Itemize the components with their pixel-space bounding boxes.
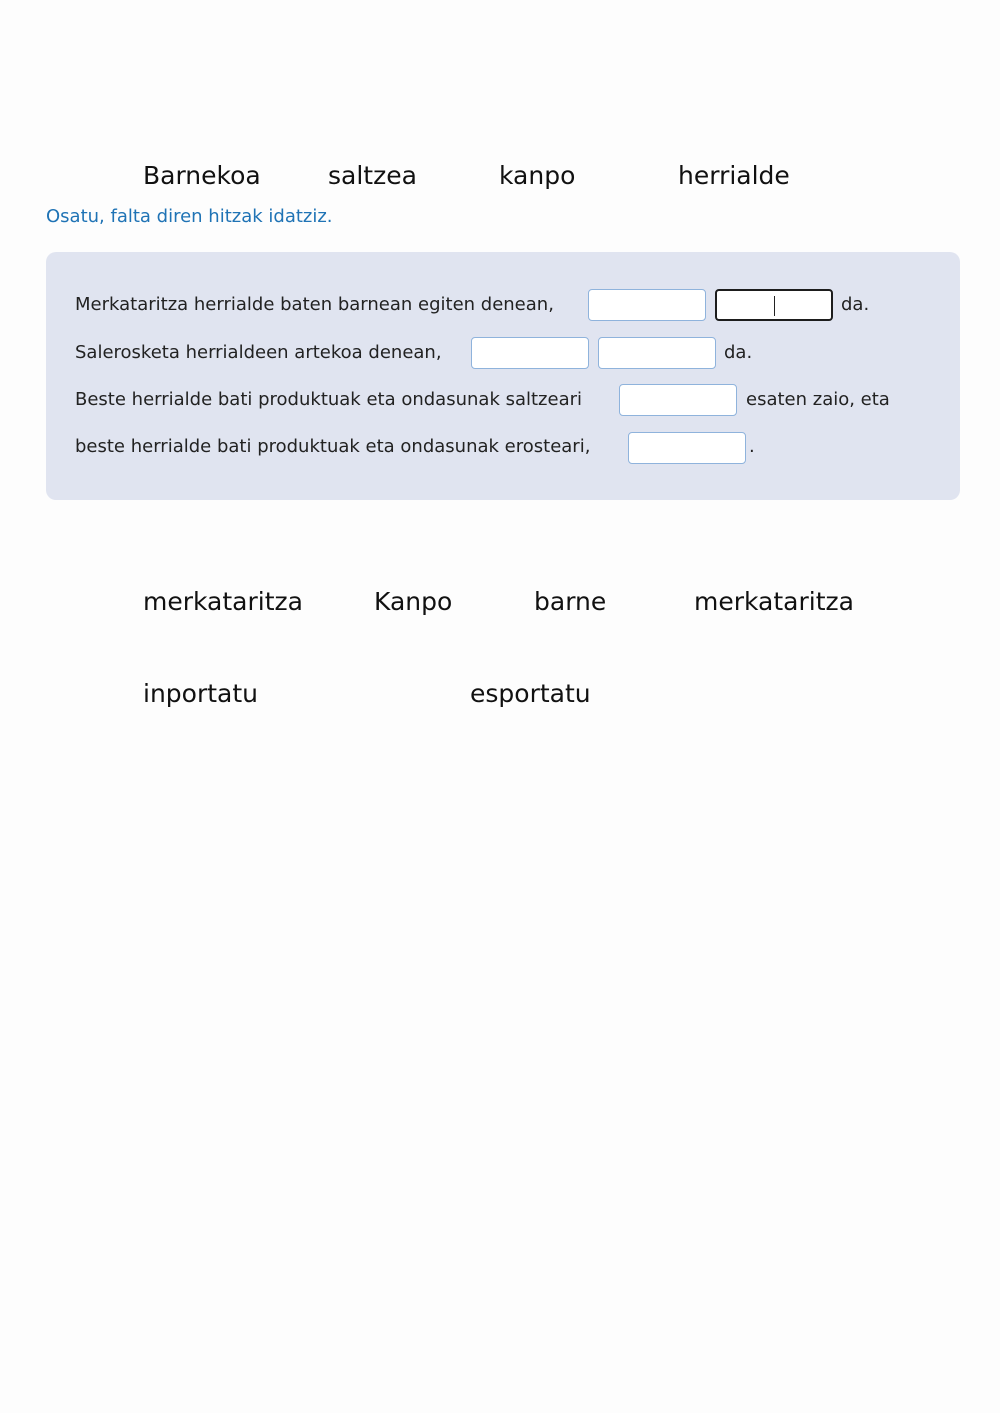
exercise-line-2: Salerosketa herrialdeen artekoa denean, [75,342,442,363]
word-bank-top-item: kanpo [499,161,576,190]
exercise-line-4: beste herrialde bati produktuak eta ondasunak erosteari, [75,436,591,457]
word-bank-top-item: Barnekoa [143,161,261,190]
instruction-text: Osatu, falta diren hitzak idatziz. [46,206,333,227]
blank-input-1[interactable] [588,289,706,321]
word-bank-bottom-item: merkataritza [143,587,303,616]
word-bank-bottom-item: inportatu [143,679,259,708]
exercise-line-4-suffix: . [749,436,755,457]
word-bank-bottom-item: barne [534,587,607,616]
word-bank-bottom-item: merkataritza [694,587,854,616]
blank-input-5[interactable] [619,384,737,416]
word-bank-top-item: herrialde [678,161,790,190]
exercise-line-1: Merkataritza herrialde baten barnean egiten denean, [75,294,554,315]
word-bank-bottom-item: Kanpo [374,587,453,616]
blank-input-6[interactable] [628,432,746,464]
exercise-line-1-suffix: da. [841,294,870,315]
blank-input-4[interactable] [598,337,716,369]
blank-input-3[interactable] [471,337,589,369]
exercise-line-2-suffix: da. [724,342,753,363]
exercise-line-3-suffix: esaten zaio, eta [746,389,890,410]
exercise-line-3: Beste herrialde bati produktuak eta ondasunak saltzeari [75,389,583,410]
word-bank-top-item: saltzea [328,161,417,190]
text-cursor [774,296,775,316]
word-bank-bottom-item: esportatu [470,679,591,708]
